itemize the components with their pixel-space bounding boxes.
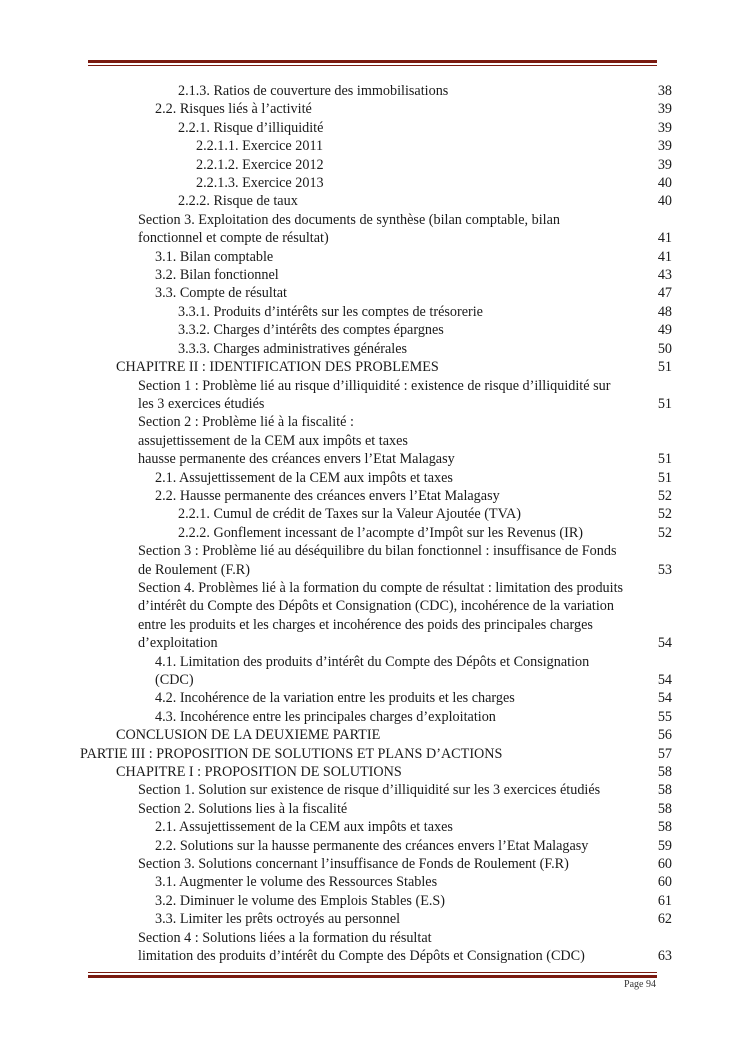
toc-entry-page: 50 [657,340,672,357]
toc-entry [0,413,744,468]
toc-entry-title: 3.2. Diminuer le volume des Emplois Stables (E.S) [155,892,446,909]
toc-entry-title: Section 4 : Solutions liées a la formation du résultat limitation des produits d’intérêt du Compte des Dépôts et Consignation (CDC) [138,929,585,965]
toc-entry [0,542,744,579]
toc-entry-title: 3.3.1. Produits d’intérêts sur les comptes de trésorerie [178,303,483,320]
toc-entry [0,781,744,799]
toc-entry-title: 3.1. Bilan comptable [155,248,274,265]
toc-entry-page: 51 [657,359,672,376]
toc-entry-title: 2.2.1.1. Exercice 2011 [196,138,324,155]
toc-entry-page: 56 [657,727,672,744]
toc-entry [0,358,744,376]
toc-entry-page: 38 [657,83,672,99]
toc-entry [0,524,744,542]
toc-entry-page: 58 [657,782,672,799]
toc-entry [0,579,744,653]
toc-entry-title: 2.2.1.2. Exercice 2012 [196,156,324,173]
toc-entry [0,837,744,855]
toc-entry [0,910,744,928]
toc-entry-page: 41 [657,248,672,265]
toc-entry [0,505,744,523]
toc-entry-title: CONCLUSION DE LA DEUXIEME PARTIE [116,727,381,744]
toc-entry-page: 39 [657,156,672,173]
toc-entry [0,266,744,284]
toc-entry-title: 2.2.2. Risque de taux [178,193,298,210]
toc-entry [0,340,744,358]
toc-entry-page: 52 [657,506,672,523]
toc-entry-title: PARTIE III : PROPOSITION DE SOLUTIONS ET PLANS D’ACTIONS [80,745,503,762]
toc-entry-page: 47 [657,285,672,302]
toc-entry-page: 62 [657,911,672,928]
toc-entry-page: 60 [657,856,672,873]
toc-entry [0,137,744,155]
toc-entry-title: Section 1 : Problème lié au risque d’illiquidité : existence de risque d’illiquidité sur les 3 exercices étudiés [138,377,611,412]
toc-entry-title: 3.3. Limiter les prêts octroyés au personnel [155,911,401,928]
toc-entry [0,82,744,100]
toc-entry [0,745,744,763]
toc-entry-title: CHAPITRE I : PROPOSITION DE SOLUTIONS [116,764,402,781]
toc-entry [0,211,744,248]
toc-entry [0,818,744,836]
toc-entry-title: 4.1. Limitation des produits d’intérêt du Compte des Dépôts et Consignation (CDC) [155,653,590,688]
toc-entry-title: Section 3. Solutions concernant l’insuffisance de Fonds de Roulement (F.R) [138,856,569,873]
toc-entry-page: 51 [657,469,672,486]
toc-entry [0,377,744,414]
toc-entry [0,174,744,192]
toc-entry-page: 39 [657,119,672,136]
toc-entry-title: 2.2. Solutions sur la hausse permanente des créances envers l’Etat Malagasy [155,837,589,854]
toc-entry [0,321,744,339]
toc-entry [0,763,744,781]
toc-entry-page: 51 [657,451,672,468]
toc-entry [0,248,744,266]
toc-entry [0,708,744,726]
toc-entry-title: 2.2. Risques liés à l’activité [155,101,312,118]
toc-entry-page: 60 [657,874,672,891]
toc-entry-page: 52 [657,524,672,541]
toc-entry-title: Section 2 : Problème lié à la fiscalité : assujettissement de la CEM aux impôts et taxes hausse permanente des créances envers l’Etat Malagasy [138,414,455,468]
toc-entry [0,119,744,137]
header-rule [88,60,657,66]
toc-entry [0,653,744,690]
toc-entry-title: 3.3.2. Charges d’intérêts des comptes épargnes [178,322,444,339]
toc-entry [0,689,744,707]
toc-entry [0,855,744,873]
toc-entry-title: 4.2. Incohérence de la variation entre les produits et les charges [155,690,515,707]
toc-entry [0,192,744,210]
toc-entry-page: 53 [657,561,672,578]
toc-entry [0,284,744,302]
toc-entry-page: 58 [657,819,672,836]
toc-entry-page: 63 [657,948,672,965]
toc-entry-page: 43 [657,267,672,284]
toc-entry [0,873,744,891]
toc-entry-page: 58 [657,764,672,781]
toc-entry-title: 3.2. Bilan fonctionnel [155,267,279,284]
toc-entry-page: 55 [657,708,672,725]
toc-entry-page: 58 [657,800,672,817]
toc-entry-page: 54 [657,690,672,707]
toc-entry-title: Section 4. Problèmes lié à la formation du compte de résultat : limitation des produits d’intérêt du Compte des Dépôts et Consignation (CDC), incohérence de la variation entre les produits et les charges et incohérence des poids des principales charges d’exploitation [138,579,624,652]
toc-entry [0,929,744,966]
toc-entry [0,487,744,505]
toc-entry-page: 41 [657,230,672,247]
toc-entry [0,100,744,118]
toc-entry-title: Section 1. Solution sur existence de risque d’illiquidité sur les 3 exercices étudiés [138,782,601,799]
toc-entry-page: 40 [657,175,672,192]
toc-entry-title: 3.3. Compte de résultat [155,285,287,302]
toc-entry-title: 2.2. Hausse permanente des créances envers l’Etat Malagasy [155,487,500,504]
toc-entry-page: 40 [657,193,672,210]
toc-entry-title: 2.1.3. Ratios de couverture des immobilisations [178,83,449,99]
toc-entry-title: 2.1. Assujettissement de la CEM aux impôts et taxes [155,469,453,486]
toc-entry-title: 2.2.1.3. Exercice 2013 [196,175,324,192]
toc-entry-title: 2.2.1. Risque d’illiquidité [178,119,324,136]
toc-entry-page: 51 [657,395,672,412]
toc-entry-title: 3.1. Augmenter le volume des Ressources Stables [155,874,438,891]
toc-entry-page: 49 [657,322,672,339]
toc-entry-title: CHAPITRE II : IDENTIFICATION DES PROBLEMES [116,359,439,376]
toc-entry [0,892,744,910]
footer-rule [88,972,657,978]
toc-entry-page: 48 [657,303,672,320]
toc-entry-page: 61 [657,892,672,909]
toc-entry-title: Section 2. Solutions lies à la fiscalité [138,800,348,817]
toc-entry-title: 2.2.2. Gonflement incessant de l’acompte d’Impôt sur les Revenus (IR) [178,524,584,541]
toc-entry [0,469,744,487]
toc-entry-title: Section 3 : Problème lié au déséquilibre du bilan fonctionnel : insuffisance de Fonds de Roulement (F.R) [138,543,617,578]
toc-entry-page: 59 [657,837,672,854]
page-number: Page 94 [624,979,656,990]
toc-entry-page: 39 [657,138,672,155]
toc-entry [0,800,744,818]
toc-entry-page: 57 [657,745,672,762]
toc-entry-title: 4.3. Incohérence entre les principales charges d’exploitation [155,708,496,725]
toc-entry-page: 54 [657,635,672,652]
toc-entry [0,156,744,174]
table-of-contents [0,82,744,966]
toc-entry [0,726,744,744]
toc-entry-page: 52 [657,487,672,504]
toc-entry-title: Section 3. Exploitation des documents de synthèse (bilan comptable, bilan fonctionnel et compte de résultat) [138,211,560,247]
toc-entry-title: 2.1. Assujettissement de la CEM aux impôts et taxes [155,819,453,836]
toc-entry-page: 39 [657,101,672,118]
toc-entry-title: 3.3.3. Charges administratives générales [178,340,408,357]
toc-entry-page: 54 [657,672,672,688]
toc-entry-title: 2.2.1. Cumul de crédit de Taxes sur la Valeur Ajoutée (TVA) [178,506,521,523]
toc-entry [0,303,744,321]
